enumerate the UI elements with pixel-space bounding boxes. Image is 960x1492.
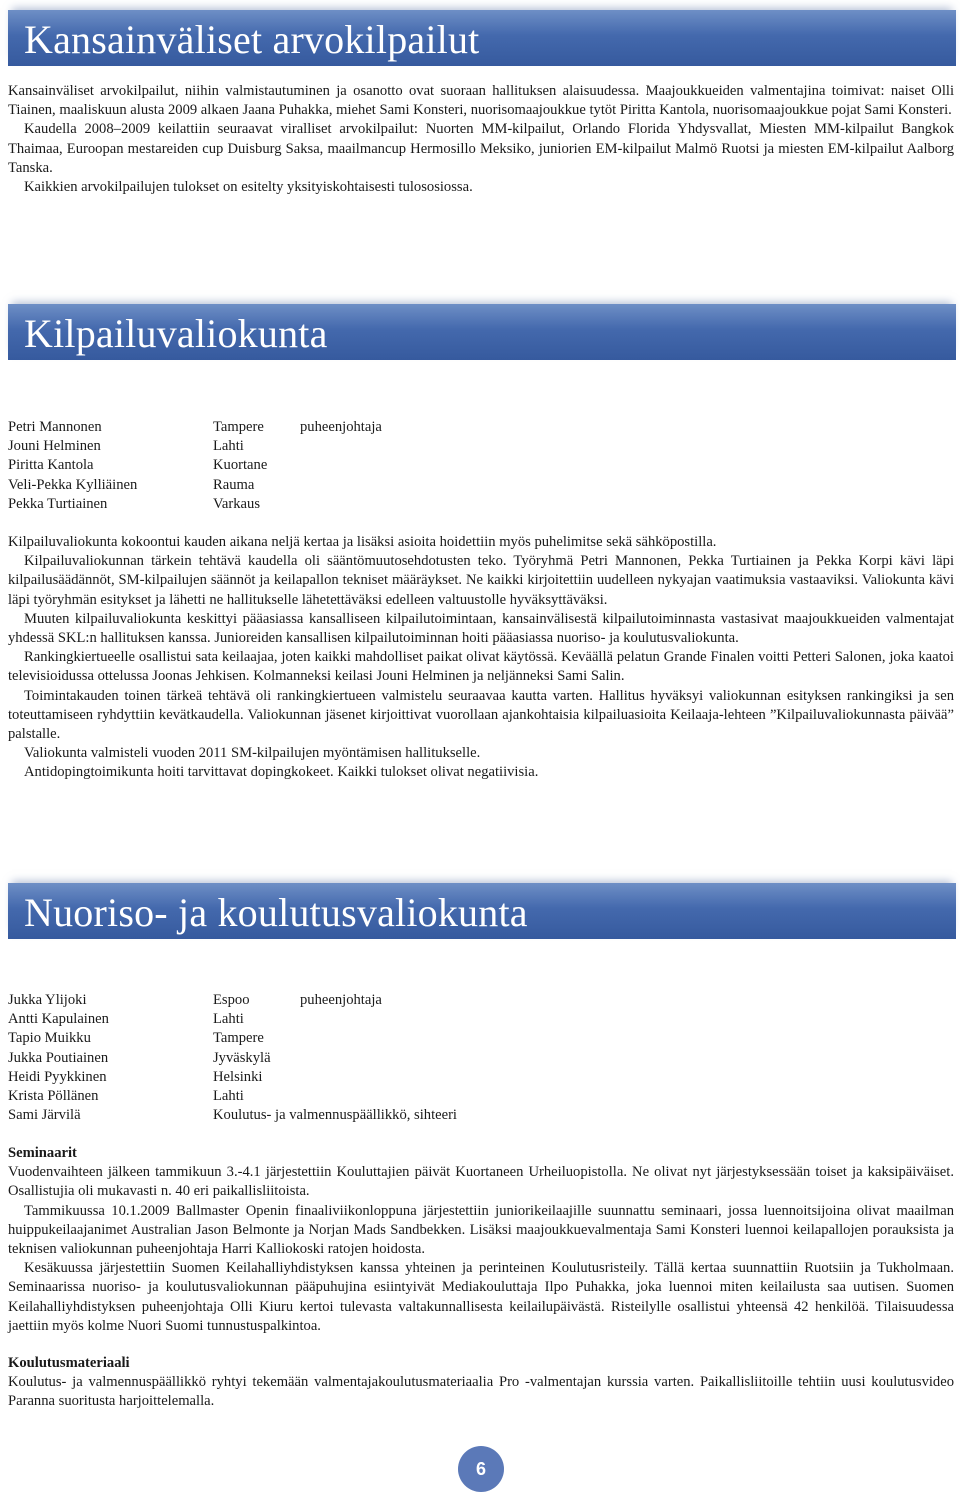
section-banner-competition-committee <box>8 304 956 360</box>
member-name: Piritta Kantola <box>8 457 94 474</box>
member-city: Rauma <box>213 476 255 493</box>
member-name: Jukka Poutiainen <box>8 1049 109 1066</box>
member-row <box>8 1010 457 1029</box>
member-city: Koulutus- ja valmennuspäällikkö, sihteeri <box>213 1107 457 1124</box>
competition-committee-text <box>8 533 954 783</box>
paragraph: Muuten kilpailuvaliokunta keskittyi pääasiassa kansalliseen kilpailutoimintaan, kansainvälisestä kilpailutoiminnasta vastasivat maajoukkueiden valmentajat yhdessä SKL:n hallituksen kanssa. Junioreiden kansallisen kilpailutoiminnan hoiti pääasiassa nuoriso- ja koulutusvaliokunta. <box>8 610 954 647</box>
member-city: Jyväskylä <box>213 1049 271 1066</box>
section-banner-international <box>8 10 956 66</box>
member-name: Krista Pöllänen <box>8 1088 99 1105</box>
member-name: Jukka Ylijoki <box>8 992 87 1008</box>
paragraph: Antidopingtoimikunta hoiti tarvittavat dopingkokeet. Kaikki tulokset olivat negatiivisia. <box>24 764 539 781</box>
member-city: Kuortane <box>213 457 268 474</box>
member-city: Lahti <box>213 1088 244 1105</box>
page-number: 6 <box>458 1446 504 1492</box>
paragraph: Kilpailuvaliokunta kokoontui kauden aikana neljä kertaa ja lisäksi asioita hoidettiin myös puhelimitse sekä sähköpostilla. <box>8 534 717 550</box>
member-row <box>8 1049 457 1068</box>
subheading-materials: Koulutusmateriaali <box>8 1355 130 1372</box>
member-row <box>8 1068 457 1087</box>
member-name: Sami Järvilä <box>8 1107 81 1124</box>
member-name: Petri Mannonen <box>8 419 102 435</box>
member-row <box>8 1029 457 1048</box>
paragraph: Toimintakauden toinen tärkeä tehtävä oli rankingkiertueen valmistelu seuraavaa kautta varten. Hallitus hyväksyi valiokunnan esityksen rankingiksi ja sen toteuttamiseen ryhdyttiin kevätkaudella. Valiokunnan jäsenet kirjoittivat vuorollaan ajankohtaisia kilpailuasioita Keilaaja-lehteen ”Kilpailuvaliokunnasta päivää” palstalle. <box>8 687 954 743</box>
section-title: Kilpailuvaliokunta <box>24 311 328 356</box>
youth-member-list <box>8 991 457 1125</box>
member-row <box>8 1106 457 1125</box>
member-role: puheenjohtaja <box>300 419 382 435</box>
section-title: Kansainväliset arvokilpailut <box>24 17 480 62</box>
member-name: Veli-Pekka Kylliäinen <box>8 476 138 493</box>
paragraph: Kilpailuvaliokunnan tärkein tehtävä kaudella oli sääntömuutosehdotusten teko. Työryhmä Petri Mannonen, Pekka Turtiainen ja Pekka Korpi kävi läpi kilpailusäädännöt, SM-kilpailujen säännöt ja keilapallon tekniset määräykset. Ne kaikki kirjoitettiin uudelleen nykyajan vaatimuksia vastaaviksi. Valiokunta kävi läpi työryhmän esitykset ja lähetti ne hallitukselle lähetettäväksi edelleen valtuustolle hyväksyttäväksi. <box>8 553 954 608</box>
paragraph: Rankingkiertueelle osallistui sata keilaajaa, joten kaikki mahdolliset paikat olivat käytössä. Keväällä pelatun Grande Finalen voitti Petteri Salonen, joka kaatoi televisioidussa ottelussa Joonas Jehkisen. Kolmanneksi keilasi Jouni Helminen ja neljänneksi Sami Salin. <box>8 649 954 685</box>
international-text <box>8 82 954 197</box>
paragraph: Valiokunta valmisteli vuoden 2011 SM-kilpailujen myöntämisen hallitukselle. <box>24 745 481 762</box>
paragraph: Kaudella 2008–2009 keilattiin seuraavat viralliset arvokilpailut: Nuorten MM-kilpailut, Orlando Florida Yhdysvallat, Miesten MM-kilpailut Bangkok Thaimaa, Euroopan mestareiden cup Duisburg Saksa, maailmancup Hermosillo Meksiko, juniorien EM-kilpailut Malmö Ruotsi ja miesten EM-kilpailut Aalborg Tanska. <box>8 121 954 176</box>
member-city: Lahti <box>213 438 244 455</box>
member-name: Heidi Pyykkinen <box>8 1068 107 1085</box>
section-banner-youth-committee <box>8 883 956 939</box>
member-name: Antti Kapulainen <box>8 1011 109 1028</box>
paragraph: Vuodenvaihteen jälkeen tammikuun 3.-4.1 järjestettiin Kouluttajien päivät Kuortaneen Urheiluopistolla. Ne olivat nyt järjestyksessään toiset ja kaksipäiväiset. Osallistujia oli mukavasti n. 40 eri paikallisliitoista. <box>8 1164 954 1200</box>
member-row <box>8 418 382 437</box>
member-city: Espoo <box>213 992 250 1008</box>
member-row <box>8 476 382 495</box>
member-name: Pekka Turtiainen <box>8 495 108 512</box>
member-role: puheenjohtaja <box>300 992 382 1008</box>
committee-member-list <box>8 418 382 514</box>
paragraph: Tammikuussa 10.1.2009 Ballmaster Openin finaaliviikonloppuna järjestettiin juniorikeilaajille suunnattu seminaari, jossa luennoitsijoina olivat maailman huippukeilaajanimet Australian Jason Belmonte ja Norjan Mads Sandbekken. Lisäksi maajoukkuevalmentaja Sami Konsteri luennoi keilapallojen porauksista ja teknisen valiokunnan puheenjohtaja Harri Kalliokoski ratojen hoidosta. <box>8 1202 954 1258</box>
paragraph: Koulutus- ja valmennuspäällikkö ryhtyi tekemään valmentajakoulutusmateriaalia Pro -valmentajan kurssia varten. Paikallisliitoille tehtiin uusi koulutusvideo Paranna suoritusta harjoittelemalla. <box>8 1374 954 1410</box>
youth-committee-text <box>8 1144 954 1412</box>
member-name: Tapio Muikku <box>8 1030 91 1047</box>
member-row <box>8 991 457 1010</box>
paragraph: Kaikkien arvokilpailujen tulokset on esitelty yksityiskohtaisesti tulososiossa. <box>24 179 473 196</box>
member-row <box>8 1087 457 1106</box>
subheading-seminars: Seminaarit <box>8 1145 77 1161</box>
member-city: Tampere <box>213 419 264 435</box>
member-city: Varkaus <box>213 495 261 512</box>
member-city: Tampere <box>213 1030 264 1047</box>
member-row <box>8 456 382 475</box>
member-name: Jouni Helminen <box>8 438 101 455</box>
section-title: Nuoriso- ja koulutusvaliokunta <box>24 890 528 935</box>
member-row <box>8 437 382 456</box>
member-city: Helsinki <box>213 1068 263 1085</box>
paragraph: Kesäkuussa järjestettiin Suomen Keilahalliyhdistyksen kanssa yhteinen ja perinteinen Koulutusristeily. Tällä kertaa suunnattiin Ruotsiin ja Tukholmaan. Seminaarissa nuoriso- ja koulutusvaliokunnan pääpuhujina esiintyivät Mediakouluttaja Ilpo Puhakka, joka luennoi miten keilailusta saa uutisen. Suomen Keilahalliyhdistyksen puheenjohtaja Olli Kiuru kertoi tulevasta valtakunnallisesta keilailupäivästä. Risteilylle osallistui yhteensä 42 henkilöä. Tilaisuudessa jaettiin myös kolme Nuori Suomi tunnustuspalkintoa. <box>8 1260 954 1334</box>
member-city: Lahti <box>213 1011 244 1028</box>
member-row <box>8 495 382 514</box>
paragraph: Kansainväliset arvokilpailut, niihin valmistautuminen ja osanotto ovat suoraan hallituksen alaisuudessa. Maajoukkueiden valmentajina toimivat: naiset Olli Tiainen, maaliskuun alusta 2009 alkaen Jaana Puhakka, miehet Sami Konsteri, nuorisomaajoukkue tytöt Piritta Kantola, nuorisomaajoukkue pojat Sami Konsteri. <box>8 83 954 119</box>
